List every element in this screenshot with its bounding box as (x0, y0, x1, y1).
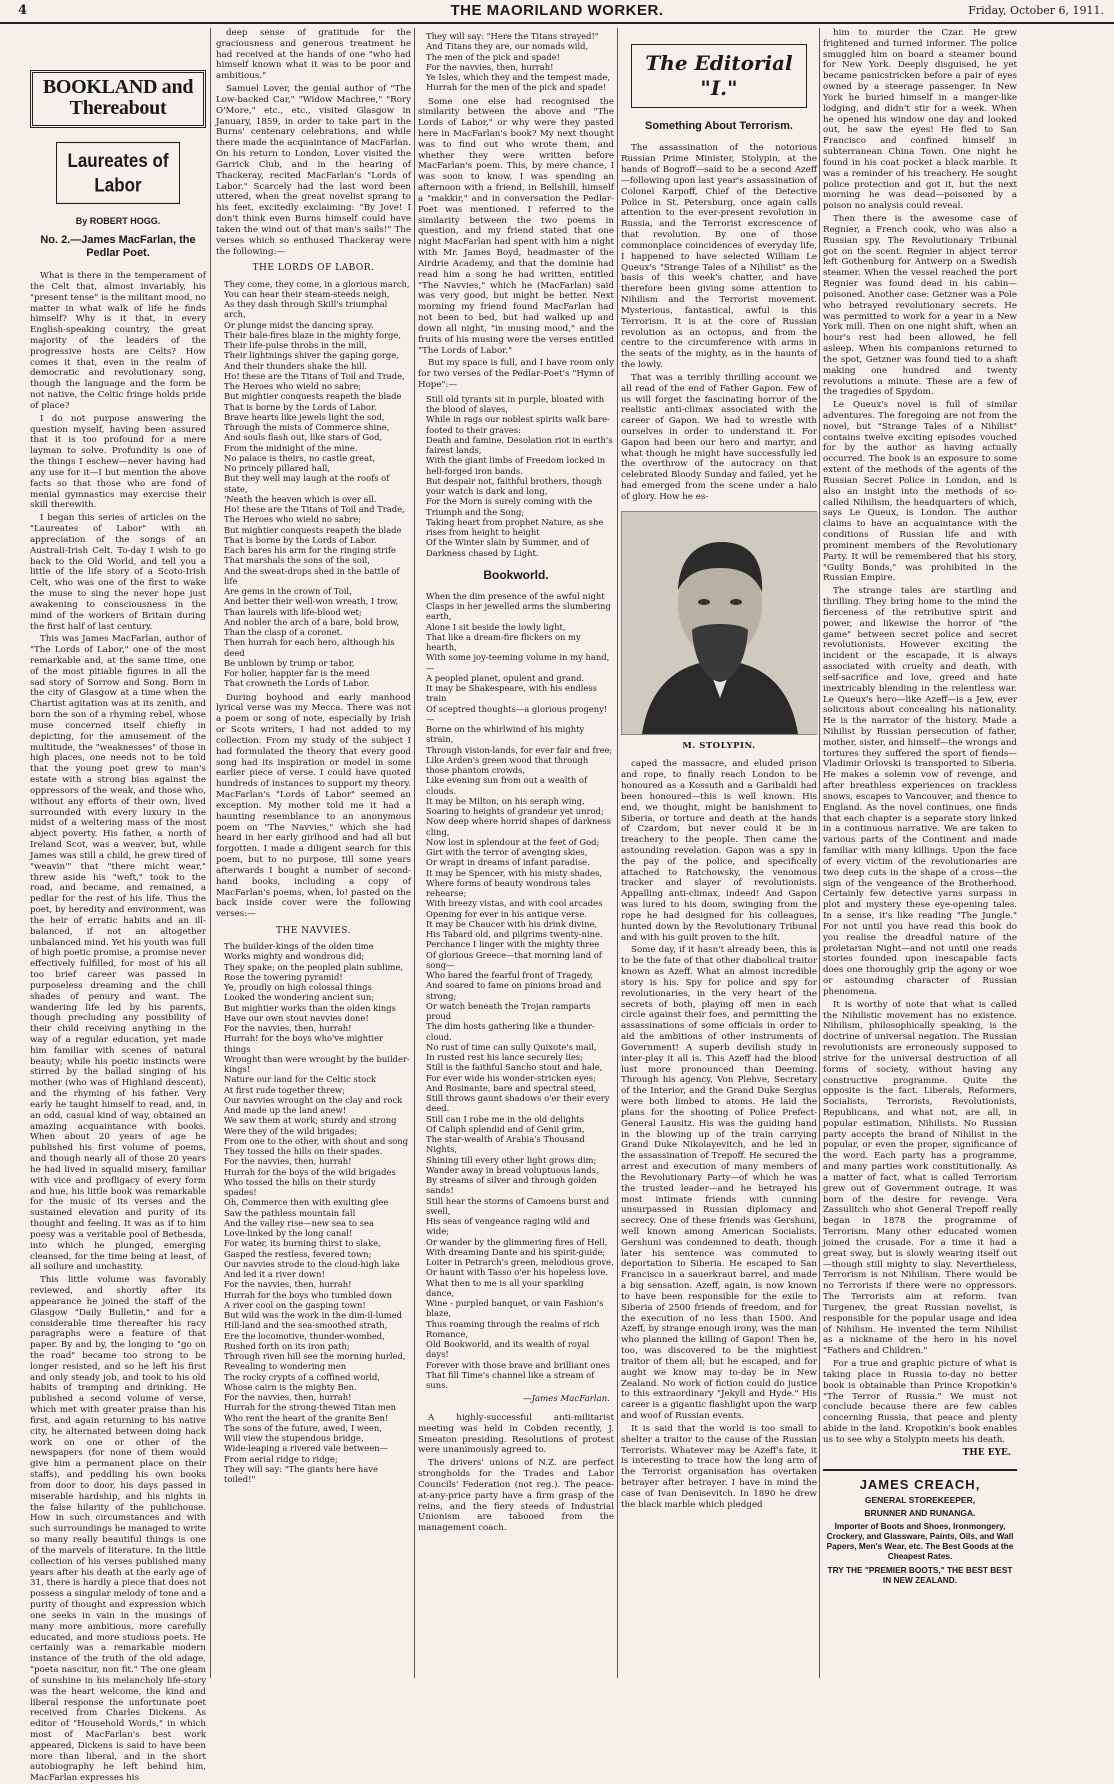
poem-line: Taking heart from prophet Nature, as she rises from height to height (426, 516, 604, 538)
ad-store-name: JAMES CREACH, (859, 1476, 981, 1492)
column-rule (210, 28, 211, 1678)
poem-line: Ho! these are the Titans of Toil and Trade, (224, 370, 405, 381)
article-body (30, 271, 206, 1784)
portrait-caption: M. STOLYPIN. (682, 740, 756, 751)
poem-line: Oh, Commerce then with exulting glee (224, 1197, 389, 1208)
poem-line: While in rags our noblest spirits walk bare-footed to their graves: (426, 414, 610, 435)
poem-line: Rushed forth on its iron path; (224, 1340, 350, 1351)
poem-line: Girt with the terror of avenging skies, (426, 847, 588, 858)
poem-line: Saw the pathless mountain fall (224, 1207, 356, 1218)
ad-tagline: TRY THE "PREMIER BOOTS," THE BEST BEST IN NEW ZEALAND. (827, 1565, 1013, 1585)
article-body (621, 759, 817, 1510)
poem-line: Our navvies strode to the cloud-high lake (224, 1258, 400, 1269)
poem-line: But they well may laugh at the roofs of state, (224, 473, 390, 494)
paragraph: It is said that the world is too small to shelter a traitor to the cause of the Russian Terrorists. Whatever may be Azeff's fate, it is interesting to trace how the long arm of the Terrorist organisation has overtaken betrayer after betrayer. I have in mind the case of Ivan Denisevitch. In 1890 he drew the black marble which pledged (621, 1423, 817, 1510)
poem-line: That marshals the sons of the soil, (224, 555, 370, 566)
poem-line: Love-linked by the long canal! (224, 1228, 353, 1239)
poem-line: Rose the towering pyramid! (224, 971, 343, 982)
poem-line: For the navvies, then, hurrah! (224, 1392, 352, 1403)
poem-line: The dim hosts gathering like a thunder-cloud. (426, 1021, 595, 1042)
poem-line: Alone I sit beside the lowly light, (426, 621, 566, 632)
poem-line: For the navvies, then, hurrah! (224, 1156, 352, 1167)
poem-line: Still is the faithful Sancho stout and hale, (426, 1062, 603, 1073)
poem-line: Hill-land and the sea-smoothed strath, (224, 1320, 388, 1331)
poem-line: Soaring to heights of grandeur yet unrod; (426, 806, 604, 817)
paragraph: him to murder the Czar. He grew frightened and turned informer. The police smuggled him on board a steamer bound for New York. Deeply disguised, he yet became panicstricken before a pair of eyes owned by a steerage passenger. In New York he buried himself in a manger-like lodging, and didn't stir for a week. When he opened his window one day and looked out, he saw the eyes! He fled to San Francisco and confined himself in subterranean China Town. One night he found in his coat pocket a black marble. It was a reminder of his treachery. He sought police protection and got it, but the next morning he was dead—poisoned by a poison no analysis could reveal. (823, 28, 1017, 212)
poem-line: They will say: "Here the Titans strayed!" (426, 31, 599, 41)
paragraph: Samuel Lover, the genial author of "The Low-backed Car," "Widow Machree," "Rory O'More," etc., etc., visited Glasgow in January, 1859, in order to take part in the Burns' centenary celebrations, and while there made the acquaintance of MacFarlan. On his return to London, Lover visited the Garrick Club, and in the hearing of Thackeray, recited MacFarlan's "Lords of Labor." Scarcely had the last word been uttered, when the great novelist sprang to his feet, excitedly exclaiming: "By Jove! I don't think even Burns himself could have taken the wind out of that man's sails!" The verses which so enthused Thackeray were the following:— (216, 84, 411, 257)
poem-line: And souls flash out, like stars of God, (224, 432, 383, 443)
paragraph: deep sense of gratitude for the graciousness and generous treatment he had received at the hands of one "who had himself known what it was to be poor and ambitious." (216, 28, 411, 82)
paragraph: During boyhood and early manhood lyrical verse was my Mecca. There was not a poem or song of note, especially by Irish or Scots writers, I had not added to my collection. From my study of the subject I had formulated the theory that every good song had its inspiration or model in some earlier piece of verse. I could have quoted hundreds of instances to support my theory. MacFarlan's "Lords of Labor" seemed an exception. My mother told me it had a haunting resemblance to an anonymous poem on "The Navvies," which she had heard in her early girlhood and had all but forgotten. I made a diligent search for this poem, but to no purpose, till some years afterwards I bought a number of second-hand books, including a copy of MacFarlan's poems, when, lo! pasted on the back inside cover were the following verses:— (216, 692, 411, 920)
poem-line: A peopled planet, opulent and grand. (426, 672, 585, 683)
poem-line: Like evening sun from out a wealth of clouds. (426, 775, 588, 796)
column-rule (617, 28, 618, 1678)
poem-line: The rocky crypts of a coffined world, (224, 1371, 381, 1382)
poem-line: Or wrapt in dreams of infant paradise. (426, 857, 590, 868)
poem-navvies-continued (426, 31, 614, 93)
poem-line: Death and famine, Desolation riot in earth's fairest lands, (426, 434, 613, 456)
column-4 (621, 28, 817, 1678)
poem-line: Nature our land for the Celtic stock (224, 1074, 376, 1085)
poem-line: Where forms of beauty wondrous tales rehearse; (426, 877, 591, 899)
poem-line: And Rosinante, bare and spectral steed, (426, 1082, 597, 1093)
poem-line: That is borne by the Lords of Labor. (224, 401, 377, 412)
poem-line: But mightier conquests reapeth the blade (224, 391, 402, 402)
page-number: 4 (18, 3, 28, 18)
poem-line: It may be Chaucer with his drink divine, (426, 918, 598, 929)
poem-line: But mightier works than the olden kings (224, 1002, 396, 1013)
editorial-subtitle: Something About Terrorism. (645, 119, 793, 132)
portrait-image (622, 512, 818, 734)
poem-line: Revealing to wondering men (224, 1361, 347, 1372)
article-body (216, 28, 411, 257)
poem-line: By streams of silver and through golden sands! (426, 1175, 597, 1196)
poem-line: Who tossed the hills on their sturdy spades! (224, 1176, 376, 1198)
poem-bookworld (426, 591, 614, 1391)
poem-line: Perchance I linger with the mighty three (426, 939, 600, 950)
poem-line: Be unblown by trump or tabor, (224, 657, 355, 668)
poem-line: For the navvies, then, hurrah! (426, 61, 554, 72)
ad-line: BRUNNER AND RUNANGA. (864, 1507, 976, 1518)
byline: By ROBERT HOGG. (75, 216, 161, 227)
poem-line: Or haunt with Tasso o'er his hopeless love. (426, 1267, 608, 1278)
poem-line: Wide-leaping a rivered vale between— (224, 1443, 388, 1454)
poem-line: For ever wide his wonder-stricken eyes; (426, 1072, 596, 1083)
poem-hymn-of-hope (426, 394, 614, 558)
poem-line: And soared to fame on pinions broad and strong; (426, 980, 602, 1001)
bookworld-heading: Bookworld. (483, 567, 549, 582)
poem-line: They come, they come, in a glorious march, (224, 278, 410, 289)
newspaper-title: THE MAORILAND WORKER. (450, 2, 664, 19)
paragraph: I do not purpose answering the question myself, having been assured that it is too profound for a mere layman to solve. Profundity is one of the things I eschew—never having had any use for it—I but mention the above facts so that those who are fond of menial gymnastics may exercise their skill therewith. (30, 413, 206, 511)
poem-line: As they dash through Skill's triumphal arch, (224, 299, 388, 320)
poem-title: THE NAVVIES. (275, 925, 352, 936)
poem-line: Still can I robe me in the old delights (426, 1113, 585, 1124)
poem-line: The star-wealth of Arabia's Thousand Nights, (426, 1134, 585, 1155)
poem-line: Their life-pulse throbs in the mill, (224, 340, 367, 351)
poem-line: You can hear their steam-steeds neigh, (224, 288, 390, 299)
poem-line: Old Bookworld, and its wealth of royal days! (426, 1339, 590, 1360)
paragraph: This was James MacFarlan, author of "The Lords of Labor," one of the most remarkable and, at the same time, one of the most pitiable figures in all the sad story of Sorrow and Song. Born in the city of Glasgow at a time when the Chartist agitation was at its zenith, and born the son of a rhyming rebel, whose muse concerned itself chiefly in depicting, for the amusement of the multitude, the "weaknesses" of those in high places, one needs not to be told that the young poet grew to man's estate with a strong bias against the oppressors of the weak, and those who, without any efforts of their own, lived surrounded with every luxury in the midst of a weltering mass of the most abject poverty. His father, a north of Ireland Scot, was a weaver, but, while James was still a child, he grew tired of "weavin'" that "there micht wear," threw aside his "weft," took to the road, and became, and remained, a pedlar for the rest of his life. Thus the poet, by heredity and environment, was the heir of erratic habits and an ill-balanced, if not an altogether unbalanced mind. Yet his youth was full of high poetic promise, a promise never effectively fulfilled, for most of his all too brief career was passed in purposeless dreaming and the chill shades of penury and want. The wandering life led by his parents, though precluding any possibility of their child receiving anything in the way of a regular education, yet made him familiar with scenes of natural beauty; while his poetic instincts were stirred by the ballad singing of his mother (who was of Highland descent), and the rhyming of his father. Very early he taught himself to read, and, in an odd, casual kind of way, obtained an amazing acquaintance with books. When about 20 years of age he published his first volume of poems, and though nearly all of those 20 years he had lived in squalid misery, familiar with vice and profligacy of every form and hue, his little book was remarkable for the music of its verses and the sustained elevation and purity of its thought and feeling. It was as if to him poesy was a veritable pool of Bethesda, into which he plunged, emerging cleansed, for the time being at least, of all soilure and unchastity. (30, 634, 206, 1273)
poem-line: Borne on the whirlwind of his mighty strain, (426, 724, 585, 745)
poem-line: Shining till every other light grows dim; (426, 1154, 597, 1165)
paragraph: This little volume was favorably reviewed, and shortly after its appearance he joined the staff of the Glasgow "Daily Bulletin," and for a considerable time thereafter his racy paragraphs were a feature of that paper. By and by, the longing to "go on the road" became too strong to be longer resisted, and so he left his first and only steady job, and took to his old habits of tramping and drinking. He published a second volume of verse, which met with greater praise than his first, and again returning to his native city, he alternated between doing hack work on one or other of the newspapers (for none of them would give him a permanent place on their staffs), and peddling his own books from door to door, his days passed in miserable hardship, and his nights in the false hilarity of the publichouse. How in such circumstances and with such surroundings he managed to write so many really beautiful things is one of the marvels of literature. In the little collection of his verses published many years after his death at the early age of 31, there is hardly a piece that does not possess a singular melody of tone and a purity of thought and expression which one seeks in vain in the musings of many more ambitious, more carefully educated, and more studious poets. He certainly was a remarkable modern instance of the truth of the old adage, "poeta nascitur, non fit." The one gleam of sunshine in his melancholy life-story was the heart welcome, the kind and liberal response the unfortunate poet received from Charles Dickens. As editor of "Household Words," in which most of MacFarlan's best work appeared, Dickens is said to have been more than liberal, and in the short autobiography he left behind him, MacFarlan expresses his (30, 1275, 206, 1784)
poem-line: Or plunge midst the dancing spray. (224, 319, 374, 330)
editorial-signature: THE EYE. (962, 1447, 1011, 1458)
poem-line: Still old tyrants sit in purple, bloated with the blood of slaves, (426, 393, 605, 415)
poem-line: Still throws gaunt shadows o'er their every deed. (426, 1093, 610, 1114)
poem-line: Whose cairn is the mighty Ben. (224, 1381, 357, 1392)
poem-line: Wrought than were wrought by the builder-kings! (224, 1053, 410, 1075)
poem-line: No palace is theirs, no castle great, (224, 452, 376, 463)
poem-line: Their bale-fires blaze in the mighty forge, (224, 329, 402, 340)
poem-line: The builder-kings of the olden time (224, 941, 374, 952)
poem-line: And Titans they are, our nomads wild, (426, 41, 589, 52)
laureates-heading: Laureates of Labor (56, 142, 180, 204)
poem-line: Through vision-lands, for ever fair and free; (426, 744, 613, 755)
article-body (216, 693, 411, 920)
poem-line: Will view the stupendous bridge, (224, 1433, 364, 1444)
poem-line: And led it a river down! (224, 1269, 325, 1280)
poem-line: Like Arden's green wood that through those phantom crowds, (426, 754, 589, 776)
column-1 (30, 28, 206, 1784)
poem-line: Thus roaming through the realms of rich Romance, (426, 1318, 600, 1339)
poem-line: Now lost in splendour at the feet of God; (426, 836, 600, 847)
poem-line: When the dim presence of the awful night (426, 590, 605, 601)
poem-line: Loiter in Petrarch's green, melodious grove, (426, 1257, 614, 1268)
column-rule (819, 28, 820, 1678)
poem-line: Wander away in bread voluptuous lands, (426, 1164, 599, 1175)
poem-line: A river cool on the gasping town! (224, 1299, 366, 1310)
poem-line: They will say: "The giants here have toiled!" (224, 1463, 378, 1485)
page-header (0, 0, 1114, 24)
poem-navvies (224, 941, 411, 1484)
issue-date: Friday, October 6, 1911. (968, 4, 1104, 17)
paragraph: That was a terribly thrilling account we all read of the end of Father Gapon. Few of us will forget the fascinating horror of the realistic anti-climax associated with the career of Gapon. We had to wrestle with ourselves in order to understand it. For Gapon had been our hero and martyr, and what though he might have successfully led the overthrow of the autocracy on that celebrated Bloody Sunday and failed, yet he had emerged from the scene under a halo of glory. How he es- (621, 372, 817, 502)
bookland-heading: BOOKLAND and Thereabout (30, 70, 206, 128)
poem-line: With some joy-teeming volume in my hand,— (426, 652, 610, 673)
poem-line: Hurrah for the strong-thewed Titan men (224, 1402, 397, 1413)
news-items (418, 1413, 614, 1534)
poem-line: Each bares his arm for the ringing strife (224, 545, 396, 556)
poem-line: Were they of the wild brigades; (224, 1125, 358, 1136)
poem-line: And the sweat-drops shed in the battle of life (224, 565, 400, 586)
poem-line: Are gems in the crown of Toil, (224, 586, 352, 597)
poem-line: That like a dream-fire flickers on my hearth, (426, 631, 581, 653)
poem-line: For water, its burning thirst to slake, (224, 1238, 381, 1249)
poem-line: Who bared the fearful front of Tragedy, (426, 970, 594, 981)
poem-line: Still hear the storms of Camoens burst and swell, (426, 1195, 610, 1216)
article-body (621, 143, 817, 502)
poem-line: No rust of time can sully Quixote's mail, (426, 1041, 597, 1052)
poem-line: The Heroes who wield no sabre; (224, 514, 362, 525)
poem-line: We saw them at work; sturdy and strong (224, 1115, 397, 1126)
poem-line: Our navvies wrought on the clay and rock (224, 1094, 403, 1105)
poem-line: For holier, happier far is the meed (224, 668, 370, 679)
paragraph: It is worthy of note that what is called the Nihilistic movement has no existence. Nihilism, philosophically speaking, is the doctrine of universal negation. The Russian revolutionists are erroneously supposed to strive for the universal destruction of all forms of society, without having any constructive programme. Quite the opposite is the fact. Liberals, Reformers, Socialists, Terrorists, Revolutionists, Republicans, and what not, are all, in popular estimation, Nihilists. No Russian party accepts the brand of Nihilist in the popular, or even the proper, significance of the word. Each party has a programme, and many parties work constitutionally. As a matter of fact, what is called Terrorism grew out of Government outrage. It was born of the desire for revenge. Vera Zassulitch who shot General Trepoff really began in 1878 the programme of Terrorism. Many other educated women joined the crusade. For a time it had a great sway, but is slowly wearing itself out—though still mighty to slay. Nevertheless, Terrorism is not Nihilism. There would be no Terrorists if there were no oppressors. The Terrorists aim at reform. Ivan Turgenev, the great Russian novelist, is responsible for the popular usage and idea of Nihilism. He invented the term Nihilist as a nickname of the hero in his novel "Fathers and Children." (823, 999, 1017, 1357)
poem-signature: —James MacFarlan. (522, 1394, 610, 1405)
poem-line: Ere the locomotive, thunder-wombed, (224, 1330, 385, 1341)
poem-line: Of Caliph splendid and of Genii grim, (426, 1123, 585, 1134)
poem-line: From aerial ridge to ridge; (224, 1453, 338, 1464)
poem-line: Clasps in her jewelled arms the slumbering earth, (426, 601, 611, 622)
poem-line: From the midnight of the mine. (224, 442, 358, 453)
paragraph: What is there in the temperament of the Celt that, almost invariably, his "present tense" is the militant mood, no matter in what walk of life he finds himself? Why is it that, in every English-speaking country, the great majority of the leaders of the progressive hosts are Celts? How comes it that, even in the realm of democratic and revolutionary song, though the language and the form be not native, the Celtic fringe holds pride of place? (30, 271, 206, 411)
poem-line: With breezy vistas, and with cool arcades (426, 898, 603, 909)
poem-line: Wine - purpled banquet, or vain Fashion's blaze, (426, 1298, 604, 1319)
poem-line: Ye Isles, which they and the tempest made, (426, 72, 610, 82)
column-3 (418, 28, 614, 1678)
poem-line: 'Neath the heaven which is over all. (224, 493, 377, 504)
poem-line: In rusted rest his lance securely lies; (426, 1052, 583, 1063)
poem-line: Opening for ever in his antique verse. (426, 908, 587, 919)
poem-line: Of the Winter slain by Summer, and of Darkness chased by Light. (426, 537, 589, 558)
column-5 (823, 28, 1017, 1678)
poem-line: Hurrah for the boys of the wild brigades (224, 1166, 396, 1177)
poem-line: The sons of the future, awed, I ween, (224, 1422, 382, 1433)
column-rule (414, 28, 415, 1678)
poem-line: The men of the pick and spade! (426, 51, 560, 62)
poem-lords-of-labor (224, 279, 411, 689)
poem-line: For the Morn is surely coming with the Triumph and the Song; (426, 496, 593, 517)
stolypin-portrait (621, 511, 817, 735)
paragraph: Le Queux's novel is full of similar adventures. The foregoing are not from the novel, but "Strange Tales of a Nihilist" contains twelve exciting episodes vouched for by the author as having actually occurred. The book is an exposure to some extent of the methods of the agents of the Russian Secret Police in London, and is also an insight into the methods of so-called Nihilism, the headquarters of which, says Le Queux, is London. The author claims to have an acquaintance with the conditions of Russian life and with prominent members of the Revolutionary Party. It will be remembered that his story, "Guilty Bonds," was prohibited in the Russian Empire. (823, 400, 1017, 584)
poem-line: With the giant limbs of Freedom locked in hell-forged iron bands. (426, 455, 606, 476)
poem-line: And their thunders shake the hill. (224, 360, 368, 371)
advertisement (823, 1469, 1017, 1586)
poem-line: Hurrah for the men of the pick and spade! (426, 82, 607, 93)
poem-line: No princely pillared hall, (224, 463, 330, 474)
poem-line: Who rent the heart of the granite Ben! (224, 1412, 389, 1423)
poem-line: That is borne by the Lords of Labor. (224, 534, 377, 545)
paragraph: Some day, if it hasn't already been, this is to be the fate of that other diabolical traitor known as Azeff. What an almost incredible story is his. Spy for police and spy for revolutionaries, in the very heart of the secrets of both, playing off men in each circle against their foes, and permitting the assassinations of some officials in order to aid the ambitions of other instruments of Government! A superb devilish study in inter-play it all is. This Azeff had the blood lust more pronounced than Deeming. Through his agency, Von Plehve, Secretary of the Interior, and the Grand Duke Sergius were both limbed to atoms. He laid the plans for the shooting of Police Prefect-General Lausitz. His was the guiding hand in the blowing up of the train carrying Grand Duke Nikolayevitch, and he led in the assassination of Trepoff. He secured the arrest and execution of many members of the Revolutionary Party—of which he was the trusted leader—and he betrayed his most intimate friends with cunning unsurpassed in Russian diplomacy and secrecy. One of these friends was Gershuni, well known among American Socialists. Gershuni was condemned to death, though later his sentence was commuted to deportation to Siberia. He escaped to San Francisco in a sauerkraut barrel, and made a big sensation. Azeff, again, is now known to have been responsible for the exile to Siberia of 2500 friends of freedom, and for the execution of no less than 1500. And Azeff, by strange enough irony, was the man who planned the killing of Gapon! Then he, too, was discovered to be the mightiest traitor of them all; but he escaped, and for aught we know may to-day be in New Zealand. No work of fiction could do justice to this extraordinary "Jekyll and Hyde." His career is a gigantic flashlight upon the warp and woof of Russian events. (621, 945, 817, 1422)
poem-line: Of glorious Greece—that morning land of song— (426, 949, 602, 970)
poem-title: THE LORDS OF LABOR. (252, 263, 375, 274)
ad-line: GENERAL STOREKEEPER, (864, 1495, 976, 1506)
paragraph: The strange tales are startling and thrilling. They bring home to the mind the fierceness of the retributive spirit and power, and likewise the horror of "the game" between secret police and secret revolutionists. However exciting the incident or the escapade, it is always associated with cruelty and death, with self-sacrifice and love, greed and hate inextricably blending in the relentless war. Le Queux's hero—like Azeff—is a Jew, ever solicitous about concealing his nationality. He is the narrator of the history. Made a Nihilist by Russian persecution of father, mother, sister, and himself—the wrongs and tortures they suffered the sport of fiends—Vladimir Orlovski is transported to Siberia. He makes a solemn vow of revenge, and after breathless experiences on trackless snows, escapes to Vancouver, and thence to England. As the novel continues, one finds that each chapter is a separate story linked in a continuous narrative. We are taken to various parts of the Continent and made familiar with many killings. Upon the face of every victim of the revolutionaries are two deep cuts in the shape of a cross—the sign of the vengeance of the Brotherhood. Certainly few detective yarns surpass in plot and mystery these eye-opening tales. In a sense, it's like reading "The Jungle." For not until you have read this book do you realise the dreadful nature of the proletarian Night—and not until one reads stories founded upon inescapable facts does one thoroughly grip the agony or woe or astounding character of Russian phenomena. (823, 586, 1017, 997)
poem-line: Hurrah for the boys who tumbled down (224, 1289, 392, 1300)
poem-line: It may be Milton, on his seraph wing, (426, 795, 585, 806)
paragraph: Some one else had recognised the similarity between the above and "The Lords of Labor," or why were they pasted here in MacFarlan's book? My next thought was to find out who wrote them, and whether they were written before MacFarlan's poem. This, by mere chance, I was soon to know. I was spending an afternoon with a friend, in Bellshill, himself a "makkir," and in conversation the Pedlar-Poet was mentioned. I referred to the similarity between the two poems in question, and my friend stated that one night MacFarlan had spent with him a night with Mr. James Boyd, headmaster of the Airdrie Academy, and that the dominie had read him a song he had written, entitled "The Navvies," which he (MacFarlan) said was very good, but might be better. Next morning my friend found MacFarlan had not been to bed, but had walked up and down all night, "in musing mood," and the fruits of his musing were the verses entitled "The Lords of Labor." (418, 96, 614, 356)
poem-line: And the valley rise—new sea to sea (224, 1217, 374, 1228)
poem-line: And nobler the arch of a bare, bold brow, (224, 616, 400, 627)
poem-line: Forever with those brave and brilliant ones (426, 1359, 610, 1370)
poem-line: Than the clasp of a coronet. (224, 627, 343, 638)
paragraph: But my space is full, and I have room only for two verses of the Pedlar-Poet's "Hymn of Hope":— (418, 358, 614, 391)
poem-line: But despair not, faithful brothers, though your watch is dark and long, (426, 475, 603, 497)
poem-line: For the navvies, then, hurrah! (224, 1279, 352, 1290)
paragraph: Then there is the awesome case of Regnier, a French cook, who was also a Russian spy. The Revolutionary Tribunal got on the scent. Regnier in abject terror left Gothenburg for Antwerp on a Swedish steamer. When the vessel reached the port Regnier was found dead in his cabin—poisoned. Another case: Getzner was a Pole who betrayed revolutionary secrets. He was permitted to work for a year in a New York mill. Then on one night shift, when an hour's rest had been allowed, he fell asleep. When his companions returned to the spot, Getzner was found tied to a shaft making one hundred and twenty revolutions a minute. These are a few of the tragedies of Spydom. (823, 214, 1017, 398)
poem-line: Through riven hill see the morning hurled, (224, 1351, 406, 1362)
poem-line: They spake; on the peopled plain sublime, (224, 961, 404, 972)
poem-line: What then to me is all your sparkling dance, (426, 1277, 584, 1298)
poem-line: But mightier conquests reapeth the blade (224, 524, 402, 535)
poem-line: For the navvies, then, hurrah! (224, 1023, 352, 1034)
poem-line: It may be Spencer, with his misty shades, (426, 867, 603, 878)
poem-line: Of sceptred thoughts—a glorious progeny!— (426, 703, 608, 724)
poem-line: That crowneth the Lords of Labor. (224, 678, 370, 689)
poem-line: Their lightnings shiver the gaping gorge, (224, 350, 399, 361)
poem-line: Looked the wondering ancient sun; (224, 992, 375, 1003)
poem-line: Or wander by the glimmering fires of Hell, (426, 1236, 608, 1247)
poem-line: At first rude together threw; (224, 1084, 346, 1095)
article-subtitle: No. 2.—James MacFarlan, the Pedlar Poet. (40, 233, 196, 260)
paragraph: caped the massacre, and eluded prison and rope, to finally reach London to be honoured as a Kossuth and a Garibaldi had been honoured—this is well known. His end, we thought, might be banishment to Siberia, or torture and death at the hands of Czardom, but never could it be in treachery to the people. Then came the astounding revelation. Gapon was a spy in the pay of the police, and specifically attached to Ratchowsky, the venomous tracker and slayer of revolutionists. Appalling anti-climax, indeed! And Gapon was lured to his doom, swinging from the rope he had designed for his colleagues, hunted down by the Revolutionary Tribunal and with his guilt proven to the hilt. (621, 759, 817, 943)
ad-body: Importer of Boots and Shoes, Ironmongery, Crockery, and Glassware, Paints, Oils, and Wall Papers, Men's Wear, etc. The Best Goods at the Cheapest Rates. (826, 1521, 1014, 1562)
poem-line: Ye, proudly on high colossal things (224, 982, 372, 993)
poem-line: Works mighty and wondrous did; (224, 951, 365, 962)
article-body (823, 28, 1017, 1446)
poem-line: Through the mists of Commerce shine, (224, 422, 390, 433)
poem-line: His seas of vengeance raging wild and wide; (426, 1216, 590, 1237)
poem-line: And made up the land anew! (224, 1105, 347, 1116)
column-2 (216, 28, 411, 1678)
poem-line: It may be Shakespeare, with his endless train (426, 683, 597, 704)
poem-line: His Tabard old, and pilgrims twenty-nine. (426, 929, 603, 940)
poem-line: From one to the other, with shout and song (224, 1135, 409, 1146)
poem-line: With dreaming Dante and his spirit-guide; (426, 1246, 606, 1257)
poem-line: Than laurels with life-blood wet; (224, 606, 362, 617)
editorial-heading: The Editorial "I." (631, 44, 807, 108)
paragraph: A highly-successful anti-militarist meeting was held in Cobden recently, J. Smeaton presiding. Resolutions of protest were unanimously agreed to. (418, 1412, 614, 1456)
paragraph: For a true and graphic picture of what is taking place in Russia to-day no better book is obtainable than Prince Kropotkin's "The Terror of Russia." We must not conclude because there are few cables concerning Russia, that peace and plenty abide in the land. Kropotkin's book enables us to see why a Stolypin meets his death. (823, 1359, 1017, 1445)
paragraph: The assassination of the notorious Russian Prime Minister, Stolypin, at the hands of Bogroff—said to be a second Azeff—following upon last year's assassination of Colonel Karpoff, Chief of the Detective Police in St. Petersburg, once again calls attention to the ever-present revolution in Russia, and the Terrorist excrescence of that revolution. By one of those commonplace coincidences of everyday life, I happened to have selected William Le Queux's "Strange Tales of a Nihilist" as the basis of this week's chatter, and have therefore been giving some attention to Nihilism and the Terrorist movement. Mysterious, fantastical, awful is this Terrorism. It is at the core of Russian revolution as an octopus, and from the centre to the circumference with arms in the seats of the mighty, as in the haunts of the lowly. (621, 143, 817, 371)
poem-line: The Heroes who wield no sabre; (224, 381, 362, 392)
paragraph: The drivers' unions of N.Z. are perfect strongholds for the Trades and Labor Councils' Federation (not reg.). The peace-at-any-price party have a firm grasp of the reins, and the fiery steeds of Industrial Unionism are tabooed from the management coach. (418, 1458, 614, 1534)
article-body (418, 97, 614, 391)
poem-line: That fill Time's channel like a stream of suns. (426, 1369, 595, 1391)
poem-line: They tossed the hills on their spades. (224, 1146, 383, 1157)
poem-line: Have our own stout navvies done! (224, 1012, 369, 1023)
poem-line: But wild was the work in the dim-il-lumed (224, 1310, 403, 1321)
poem-line: And better their well-won wreath, I trow, (224, 596, 399, 607)
poem-line: Then hurrah for each hero, although his deed (224, 637, 395, 658)
poem-line: Hurrah! for the boys who've mightier things (224, 1033, 384, 1054)
paragraph: I began this series of articles on the "Laureates of Labor" with an appreciation of the songs of an Australi-Irish Celt. To-day I wish to go back to the Old World, and tell you a little of the life story of a Scoto-Irish Celt, who was one of the first to wake the muse to sing the never hope just awakening to consciousness in the mind of the workers of Britain during the first half of last century. (30, 513, 206, 632)
poem-line: Gasped the restless, fevered town; (224, 1248, 372, 1259)
poem-line: Ho! these are the Titans of Toil and Trade, (224, 504, 405, 515)
poem-line: Or watch beneath the Trojan ramparts proud (426, 1000, 591, 1022)
poem-line: Brave hearts like jewels light the sod, (224, 411, 385, 422)
poem-line: Now deep where horrid shapes of darkness cling, (426, 816, 611, 837)
